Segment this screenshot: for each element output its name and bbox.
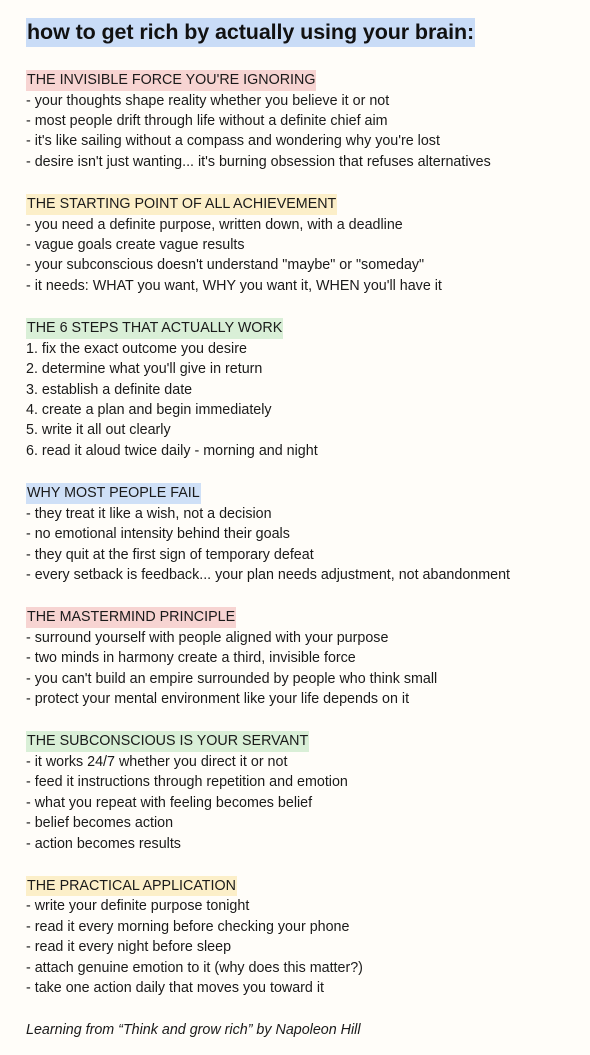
section-heading: THE SUBCONSCIOUS IS YOUR SERVANT xyxy=(26,731,309,752)
section-invisible-force xyxy=(26,70,590,172)
list-item: 4. create a plan and begin immediately xyxy=(26,401,272,418)
section-practical-application xyxy=(26,876,590,999)
list-item: 1. fix the exact outcome you desire xyxy=(26,340,247,357)
list-item: 3. establish a definite date xyxy=(26,381,193,398)
list-item: - it's like sailing without a compass and wondering why you're lost xyxy=(26,133,440,150)
list-item: - read it every morning before checking your phone xyxy=(26,918,350,935)
list-item: - feed it instructions through repetition and emotion xyxy=(26,774,348,791)
list-item: - you can't build an empire surrounded by people who think small xyxy=(26,670,438,687)
section-heading: THE MASTERMIND PRINCIPLE xyxy=(26,607,236,628)
list-item: - what you repeat with feeling becomes belief xyxy=(26,794,313,811)
source-attribution: Learning from “Think and grow rich” by Napoleon Hill xyxy=(26,1021,361,1038)
list-item: 2. determine what you'll give in return xyxy=(26,361,263,378)
list-item: - it works 24/7 whether you direct it or not xyxy=(26,753,288,770)
section-heading: THE INVISIBLE FORCE YOU'RE IGNORING xyxy=(26,70,316,91)
list-item: - vague goals create vague results xyxy=(26,237,245,254)
list-item: - surround yourself with people aligned with your purpose xyxy=(26,629,389,646)
page-title: how to get rich by actually using your brain: xyxy=(26,18,475,47)
section-heading: THE PRACTICAL APPLICATION xyxy=(26,876,237,897)
section-subconscious xyxy=(26,731,590,854)
list-item: - two minds in harmony create a third, invisible force xyxy=(26,650,356,667)
list-item: - attach genuine emotion to it (why does this matter?) xyxy=(26,959,363,976)
section-heading: THE 6 STEPS THAT ACTUALLY WORK xyxy=(26,318,283,339)
list-item: - desire isn't just wanting... it's burning obsession that refuses alternatives xyxy=(26,153,491,170)
section-why-fail xyxy=(26,483,590,585)
section-six-steps xyxy=(26,318,590,461)
section-heading: THE STARTING POINT OF ALL ACHIEVEMENT xyxy=(26,194,337,215)
list-item: - read it every night before sleep xyxy=(26,939,232,956)
list-item: - your subconscious doesn't understand "maybe" or "someday" xyxy=(26,257,425,274)
list-item: - action becomes results xyxy=(26,835,181,852)
list-item: - protect your mental environment like your life depends on it xyxy=(26,691,410,708)
section-starting-point xyxy=(26,194,590,296)
list-item: - write your definite purpose tonight xyxy=(26,898,250,915)
list-item: - they treat it like a wish, not a decision xyxy=(26,505,272,522)
list-item: - your thoughts shape reality whether you believe it or not xyxy=(26,92,390,109)
list-item: - you need a definite purpose, written down, with a deadline xyxy=(26,216,403,233)
list-item: - it needs: WHAT you want, WHY you want it, WHEN you'll have it xyxy=(26,277,442,294)
list-item: 6. read it aloud twice daily - morning and night xyxy=(26,442,318,459)
list-item: - every setback is feedback... your plan needs adjustment, not abandonment xyxy=(26,566,510,583)
section-heading: WHY MOST PEOPLE FAIL xyxy=(26,483,201,504)
list-item: - they quit at the first sign of temporary defeat xyxy=(26,546,314,563)
list-item: - most people drift through life without a definite chief aim xyxy=(26,112,388,129)
list-item: - belief becomes action xyxy=(26,815,174,832)
list-item: - no emotional intensity behind their goals xyxy=(26,526,290,543)
list-item: 5. write it all out clearly xyxy=(26,422,171,439)
list-item: - take one action daily that moves you toward it xyxy=(26,980,325,997)
section-mastermind xyxy=(26,607,590,709)
